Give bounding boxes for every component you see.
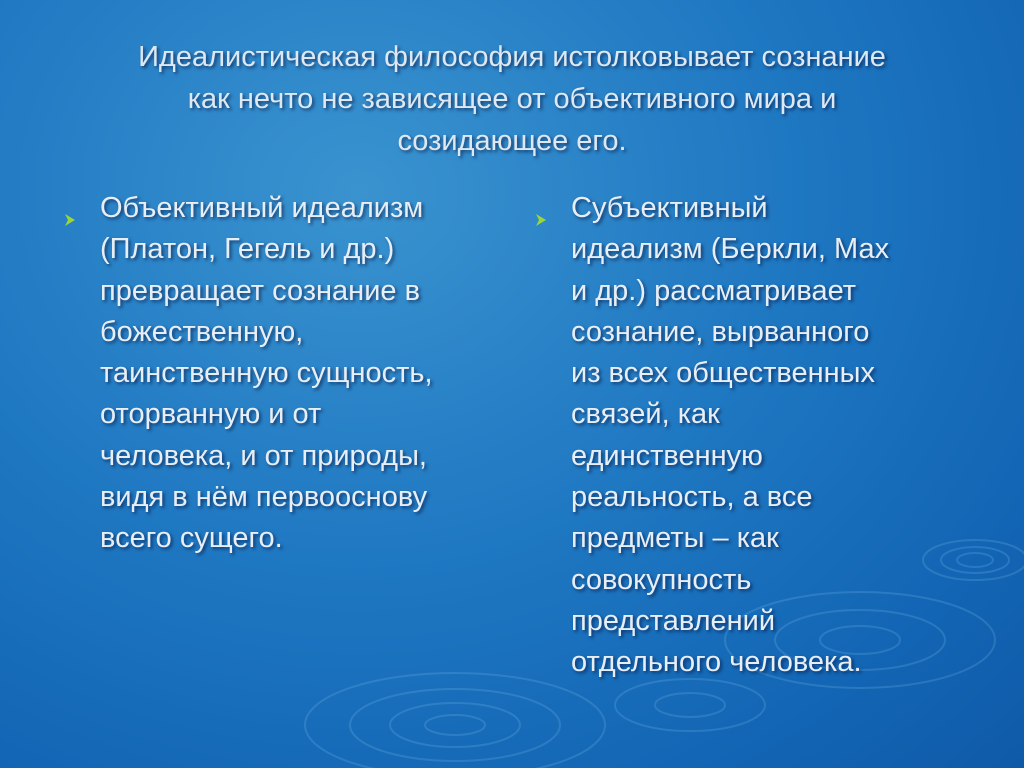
arrow-bullet-icon [62, 188, 100, 560]
bullet-text-objective-idealism: Объективный идеализм (Платон, Гегель и др.) превращает сознание в божественную, таинственную сущность, оторванную и от человека, и от природы, видя в нём первооснову всего сущего. [100, 192, 433, 555]
bullet-right [533, 188, 963, 684]
bullet-text-subjective-idealism: Субъективный идеализм (Беркли, Мах и др.) рассматривает сознание, вырванного из всех общественных связей, как единственную реальность, а все предметы – как совокупность представлений отдельного человека. [571, 192, 890, 679]
arrow-bullet-icon [533, 188, 571, 684]
bullet-left [62, 188, 472, 560]
slide-title: Идеалистическая философия истолковывает сознание как нечто не зависящее от объективного мира и созидающее его. [138, 41, 886, 157]
